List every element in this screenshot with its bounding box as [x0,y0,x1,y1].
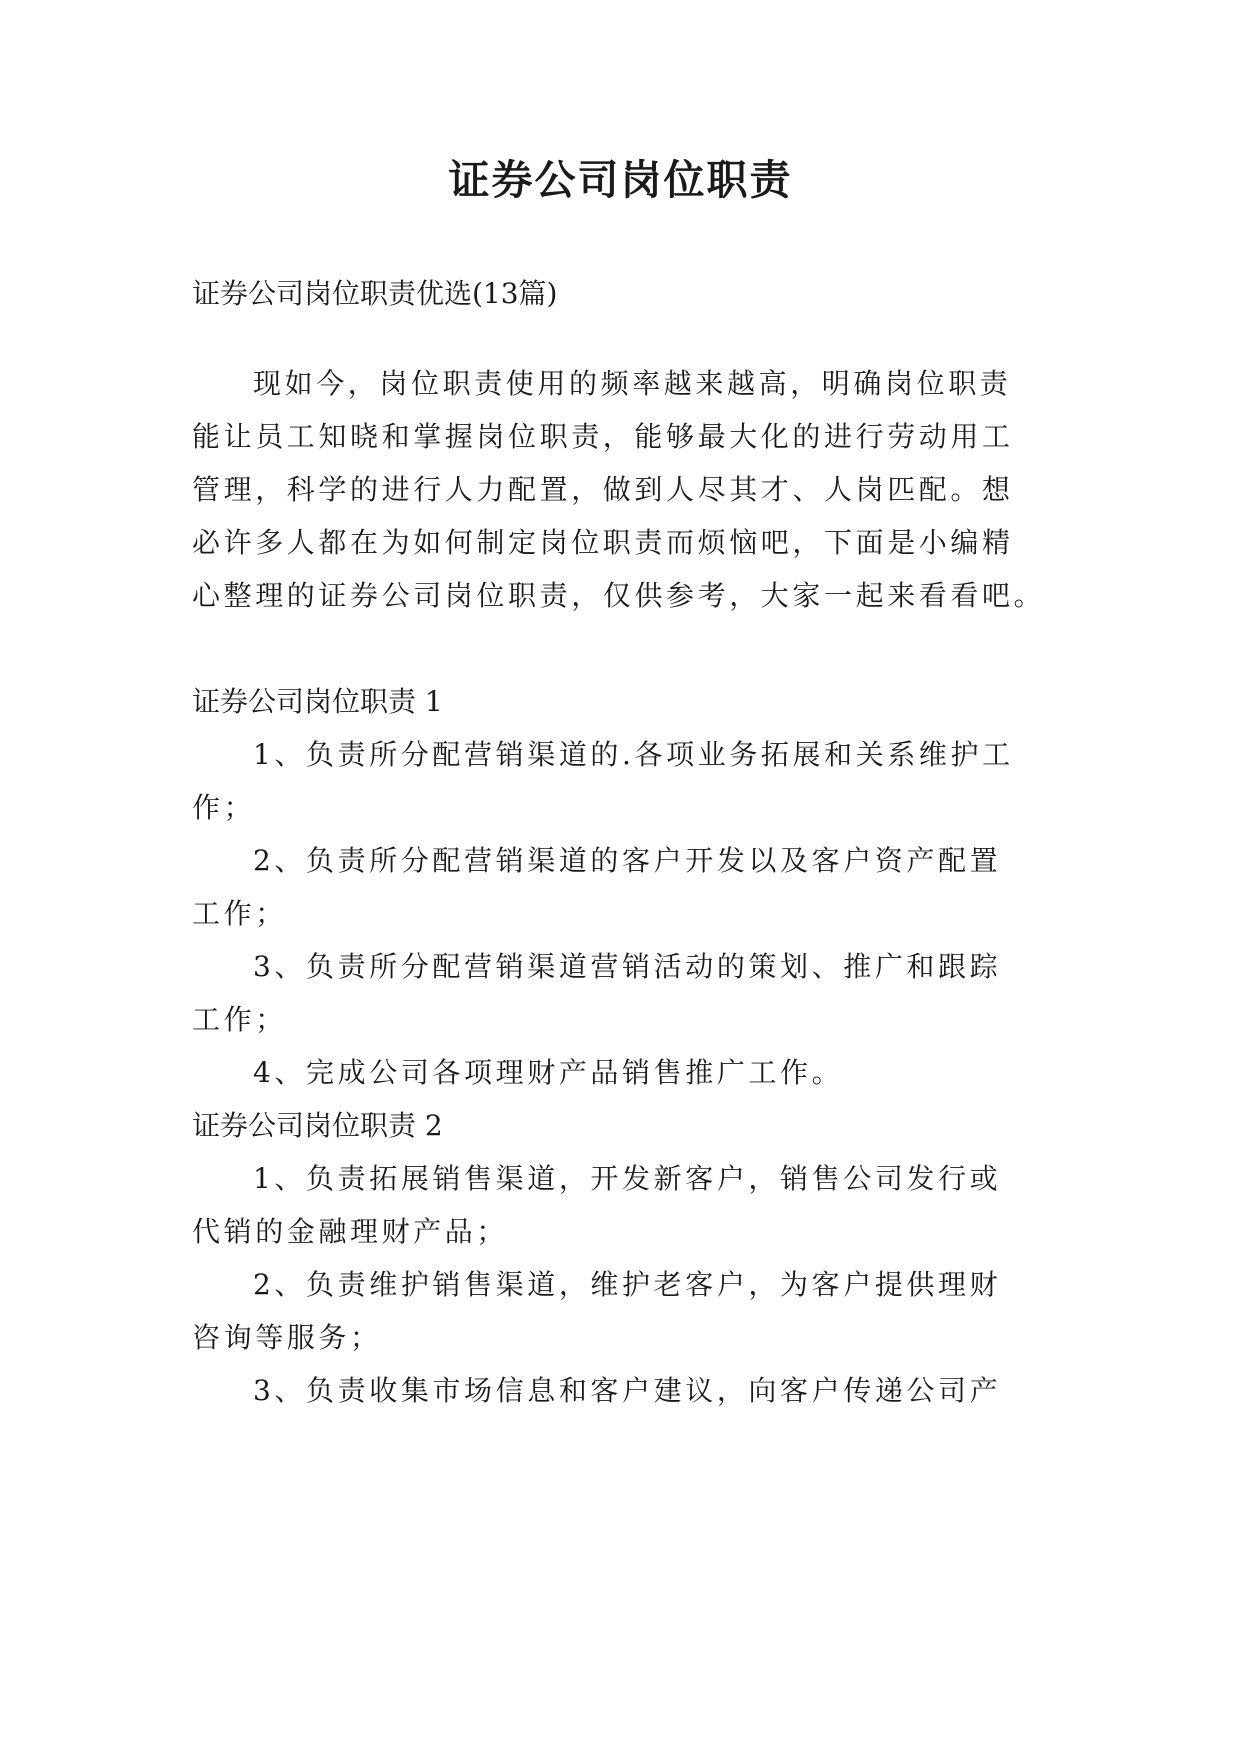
intro-line: 必许多人都在为如何制定岗位职责而烦恼吧，下面是小编精 [192,526,1014,559]
section-line: 1、负责所分配营销渠道的.各项业务拓展和关系维护工 [253,738,1014,771]
intro-line: 现如今，岗位职责使用的频率越来越高，明确岗位职责 [253,367,1012,400]
document-subtitle: 证券公司岗位职责优选(13篇) [192,277,558,310]
section-line: 作； [192,791,256,824]
section-line: 1、负责拓展销售渠道，开发新客户，销售公司发行或 [253,1162,1002,1195]
document-title: 证券公司岗位职责 [448,156,793,204]
section-line: 2、负责所分配营销渠道的客户开发以及客户资产配置 [253,844,1002,877]
section-heading: 证券公司岗位职责 2 [192,1109,443,1142]
section-line: 2、负责维护销售渠道，维护老客户，为客户提供理财 [253,1268,1002,1301]
section-line: 4、完成公司各项理财产品销售推广工作。 [253,1056,844,1089]
section-line: 工作； [192,897,287,930]
section-line: 3、负责所分配营销渠道营销活动的策划、推广和跟踪 [253,950,1002,983]
intro-line: 能让员工知晓和掌握岗位职责，能够最大化的进行劳动用工 [192,420,1014,453]
section-line: 工作； [192,1003,287,1036]
section-line: 3、负责收集市场信息和客户建议，向客户传递公司产 [253,1374,1002,1407]
intro-line: 心整理的证券公司岗位职责，仅供参考，大家一起来看看吧。 [192,579,1046,612]
section-line: 代销的金融理财产品； [192,1215,509,1248]
section-heading: 证券公司岗位职责 1 [192,685,443,718]
intro-line: 管理，科学的进行人力配置，做到人尽其才、人岗匹配。想 [192,473,1014,506]
section-line: 咨询等服务； [192,1321,382,1354]
